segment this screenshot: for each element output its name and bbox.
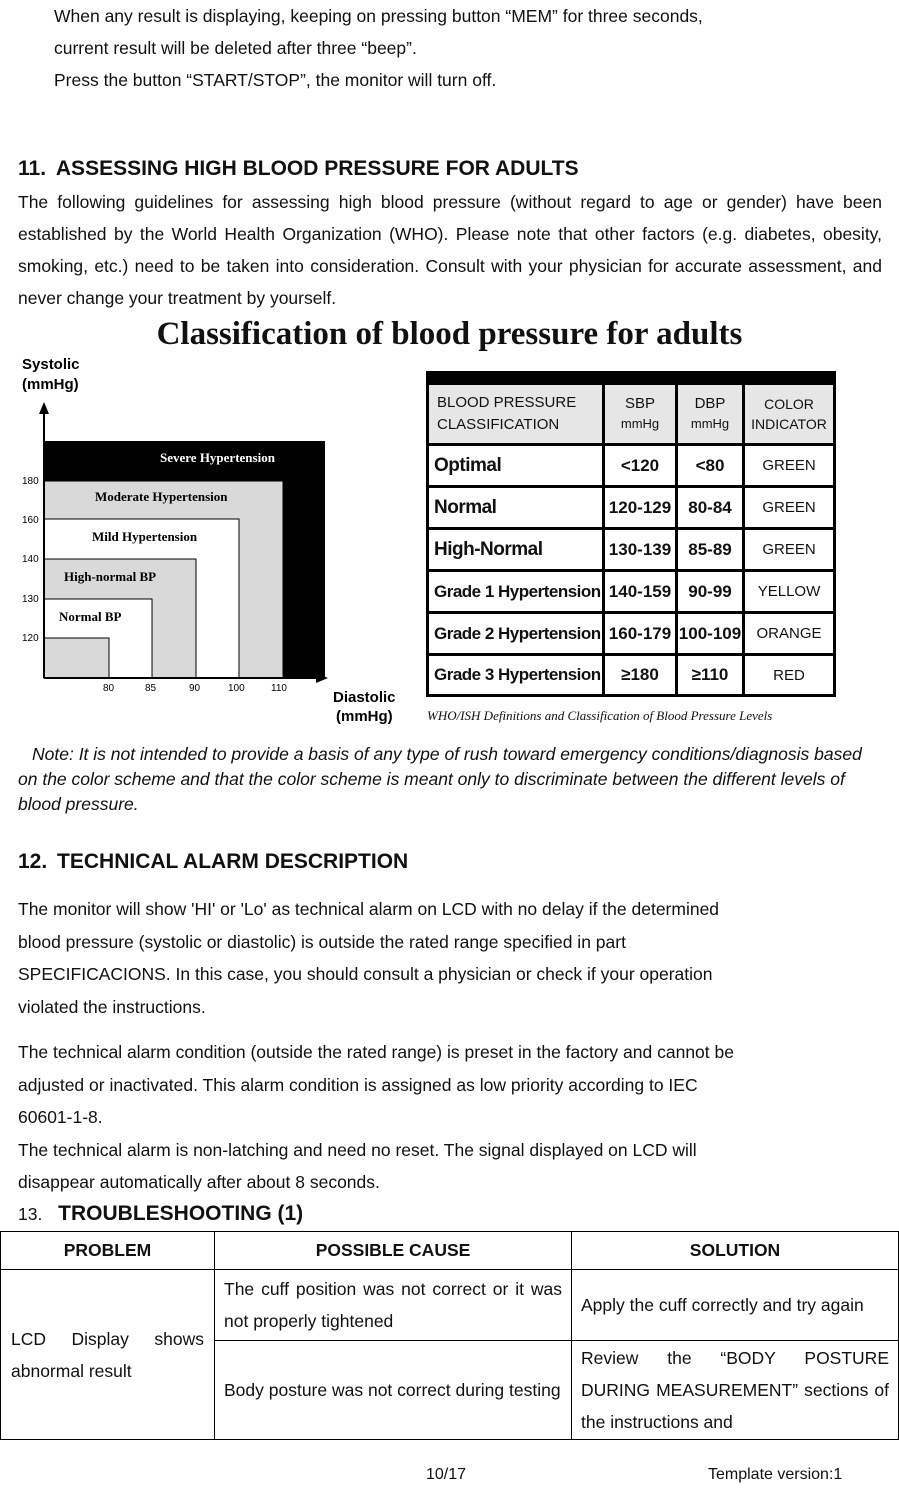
text-line: SPECIFICACIONS. In this case, you should consult a physician or check if your operation [18, 964, 713, 984]
row-dbp: 80-84 [678, 488, 742, 527]
y-tick: 180 [22, 476, 39, 487]
y-axis-label-2: (mmHg) [22, 376, 79, 393]
row-dbp: 100-109 [678, 614, 742, 653]
section-11-paragraph: The following guidelines for assessing high blood pressure (without regard to age or gender) have been established by the World Health Organization (WHO). Please note that other factors (e.g. diabetes, obesity, smoking, etc.) need to be taken into consideration. Consult with your physician for accurate assessment, and never change your treatment by yourself. [18, 192, 882, 308]
row-dbp: <80 [678, 446, 742, 485]
row-class: Optimal [429, 446, 602, 485]
cause-cell: Body posture was not correct during testing [215, 1341, 572, 1440]
row-class: High-Normal [429, 530, 602, 569]
text-line: blood pressure (systolic or diastolic) is outside the rated range specified in part [18, 931, 626, 952]
row-class: Grade 2 Hypertension [429, 614, 602, 653]
intro-line-2: current result will be deleted after three “beep”. [54, 38, 417, 58]
color-scheme-note: Note: It is not intended to provide a basis of any type of rush toward emergency conditions/diagnosis based on the color scheme and that the color scheme is meant only to discriminate between the different levels of blood pressure. [18, 744, 862, 814]
row-color: YELLOW [745, 572, 833, 611]
section-13-heading [18, 1202, 303, 1226]
header-dbp [678, 385, 742, 443]
header-sbp [605, 385, 675, 443]
x-tick: 110 [271, 683, 287, 694]
row-color: ORANGE [745, 614, 833, 653]
row-color: GREEN [745, 446, 833, 485]
x-tick: 100 [228, 683, 245, 694]
header-classification-line1: BLOOD PRESSURE [437, 394, 577, 411]
troubleshooting-table [0, 1231, 899, 1440]
cause-cell: The cuff position was not correct or it was not properly tightened [215, 1270, 572, 1341]
x-axis-label-2: (mmHg) [336, 708, 393, 725]
row-sbp: <120 [605, 446, 675, 485]
y-tick: 140 [22, 554, 39, 565]
row-color: RED [745, 656, 833, 694]
row-sbp: 160-179 [605, 614, 675, 653]
section-11-title: ASSESSING HIGH BLOOD PRESSURE FOR ADULTS [55, 157, 579, 180]
header-sbp-label: SBP [624, 395, 655, 412]
x-tick: 80 [103, 683, 115, 694]
y-axis-label-1: Systolic [22, 356, 80, 373]
row-dbp: 85-89 [678, 530, 742, 569]
section-12-title: TECHNICAL ALARM DESCRIPTION [57, 850, 409, 873]
text-line: violated the instructions. [18, 996, 206, 1017]
section-13-number: 13. [18, 1204, 43, 1224]
x-tick: 85 [145, 683, 157, 694]
row-dbp: ≥110 [678, 656, 742, 694]
row-sbp: ≥180 [605, 656, 675, 694]
header-classification-line2: CLASSIFICATION [437, 416, 560, 433]
text-line: The monitor will show 'HI' or 'Lo' as technical alarm on LCD with no delay if the determined [18, 899, 720, 919]
label-highnormal: High-normal BP [64, 569, 157, 584]
header-cause: POSSIBLE CAUSE [215, 1232, 572, 1270]
solution-cell: Apply the cuff correctly and try again [572, 1270, 899, 1341]
section-11-number: 11. [18, 157, 47, 180]
section-12-heading [18, 850, 408, 874]
row-sbp: 120-129 [605, 488, 675, 527]
label-moderate: Moderate Hypertension [95, 489, 228, 504]
intro-line-1: When any result is displaying, keeping on pressing button “MEM” for three seconds, [54, 6, 703, 26]
solution-cell: Review the “BODY POSTURE DURING MEASUREMENT” sections of the instructions and [572, 1341, 899, 1440]
text-line: The technical alarm condition (outside the rated range) is preset in the factory and cannot be [18, 1042, 734, 1062]
section-12-number: 12. [18, 850, 48, 873]
section-11-heading [18, 157, 579, 181]
row-dbp: 90-99 [678, 572, 742, 611]
label-severe: Severe Hypertension [160, 450, 275, 465]
header-dbp-unit: mmHg [690, 416, 730, 431]
zone-optimal [44, 638, 109, 678]
y-tick: 130 [22, 594, 39, 605]
y-tick: 120 [22, 633, 39, 644]
table-row [1, 1270, 899, 1341]
text-line: adjusted or inactivated. This alarm condition is assigned as low priority according to IEC [18, 1074, 698, 1095]
label-mild: Mild Hypertension [92, 529, 198, 544]
header-color-line2: INDICATOR [751, 416, 827, 432]
label-normal: Normal BP [59, 609, 122, 624]
problem-cell: LCD Display shows abnormal result [1, 1270, 215, 1440]
header-color-line1: COLOR [764, 396, 814, 412]
template-version: Template version:1 [708, 1466, 843, 1483]
row-class: Grade 3 Hypertension [429, 656, 602, 694]
table-source-caption: WHO/ISH Definitions and Classification of Blood Pressure Levels [427, 708, 773, 723]
row-class: Normal [429, 488, 602, 527]
row-sbp: 130-139 [605, 530, 675, 569]
section-12-paragraph-1 [18, 893, 882, 1023]
header-problem: PROBLEM [1, 1232, 215, 1270]
intro-line-3: Press the button “START/STOP”, the monitor will turn off. [54, 70, 497, 90]
header-solution: SOLUTION [572, 1232, 899, 1270]
section-12-paragraph-2 [18, 1036, 882, 1199]
header-color [745, 385, 833, 443]
header-sbp-unit: mmHg [620, 416, 660, 431]
bp-classification-table [426, 371, 836, 697]
x-tick: 90 [189, 683, 201, 694]
bp-zone-diagram [0, 350, 420, 730]
text-line: disappear automatically after about 8 seconds. [18, 1172, 380, 1192]
y-axis-arrow [39, 402, 49, 414]
text-line: 60601-1-8. [18, 1107, 103, 1127]
y-tick: 160 [22, 515, 39, 526]
figure-title: Classification of blood pressure for adults [156, 316, 743, 352]
text-line: The technical alarm is non-latching and need no reset. The signal displayed on LCD will [18, 1139, 697, 1160]
header-dbp-label: DBP [694, 395, 726, 412]
page-number: 10/17 [426, 1466, 467, 1483]
section-13-title: TROUBLESHOOTING (1) [58, 1202, 304, 1225]
row-color: GREEN [745, 530, 833, 569]
intro-text [54, 0, 874, 96]
x-axis-label-1: Diastolic [333, 689, 396, 706]
header-classification [429, 385, 602, 443]
row-class: Grade 1 Hypertension [429, 572, 602, 611]
row-color: GREEN [745, 488, 833, 527]
row-sbp: 140-159 [605, 572, 675, 611]
table-header-row [1, 1232, 899, 1270]
